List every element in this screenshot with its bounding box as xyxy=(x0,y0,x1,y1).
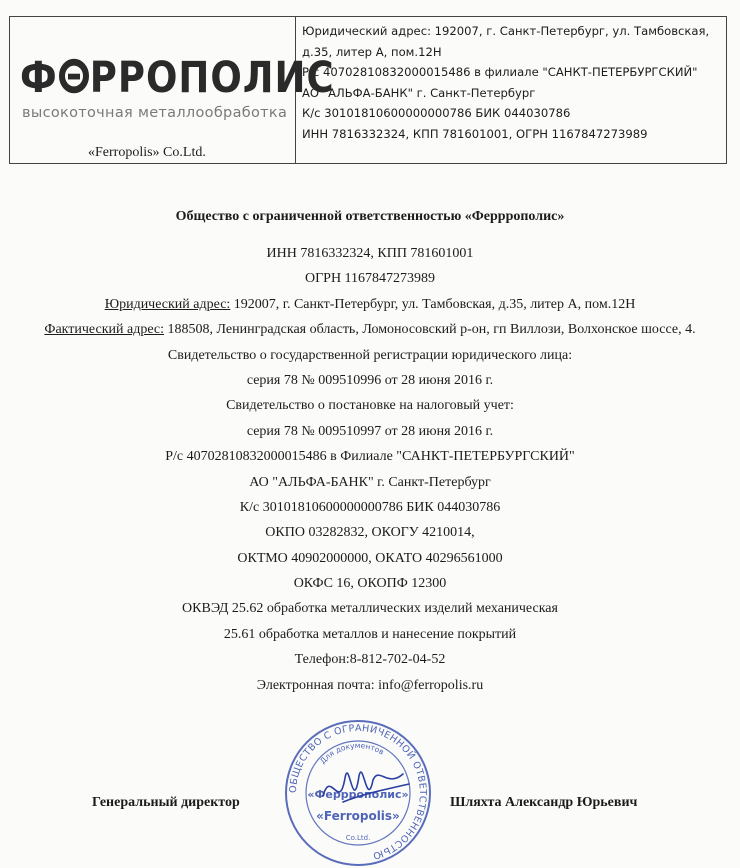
okpo-okogu: ОКПО 03282832, ОКОГУ 4210014, xyxy=(265,525,475,541)
seal-bottom-text: Co.Ltd. xyxy=(345,834,371,842)
seal-name-ru: «Ферррополис» xyxy=(307,788,409,801)
actual-address-label: Фактический адрес: xyxy=(44,322,164,338)
legal-address xyxy=(0,292,740,317)
settlement-account: Р/с 40702810832000015486 в Филиале "САНКТ-ПЕТЕРБУРГСКИЙ" xyxy=(165,449,575,465)
bank-line: К/с 30101810600000000786 БИК 044030786 xyxy=(302,106,571,121)
registration-certificate-series: серия 78 № 009510996 от 28 июня 2016 г. xyxy=(246,372,494,388)
letterhead xyxy=(9,16,727,164)
bank-line: Юридический адрес: 192007, г. Санкт-Петербург, ул. Тамбовская, xyxy=(302,24,710,38)
legal-address-label: Юридический адрес: xyxy=(104,296,231,312)
bank-line: ИНН 7816332324, КПП 781601001, ОГРН 1167847273989 xyxy=(302,126,648,141)
seal-name-en: «Ferropolis» xyxy=(316,809,400,823)
legal-address-value: 192007, г. Санкт-Петербург, ул. Тамбовская, д.35, литер А, пом.12Н xyxy=(230,296,636,312)
logo-ring-icon xyxy=(59,59,89,94)
logo-block xyxy=(10,17,335,163)
company-requisites xyxy=(0,203,740,698)
inn-kpp: ИНН 7816332324, КПП 781601001 xyxy=(266,246,474,261)
company-logo: Ф РРОПОЛИС xyxy=(20,53,335,103)
signatory-name: Шляхта Александр Юрьевич xyxy=(450,795,638,810)
bank-name: АО "АЛЬФА-БАНК" г. Санкт-Петербург xyxy=(249,474,491,490)
company-name-en: «Ferropolis» Co.Ltd. xyxy=(88,145,206,160)
actual-address xyxy=(0,317,740,342)
bank-line: АО "АЛЬФА-БАНК" г. Санкт-Петербург xyxy=(302,85,536,100)
seal-inner-text: Для документов xyxy=(318,740,386,766)
company-seal xyxy=(283,718,433,868)
signatory-position: Генеральный директор xyxy=(92,795,240,810)
tax-certificate-series: серия 78 № 009510997 от 28 июня 2016 г. xyxy=(246,423,494,439)
email: Электронная почта: info@ferropolis.ru xyxy=(256,677,484,693)
phone: Телефон:8-812-702-04-52 xyxy=(294,652,446,668)
bank-line: д.35, литер А, пом.12Н xyxy=(302,44,442,59)
okfs-okopf: ОКФС 16, ОКОПФ 12300 xyxy=(293,576,447,592)
document-title: Общество с ограниченной ответственностью «Ферррополис» xyxy=(175,209,565,224)
ogrn: ОГРН 1167847273989 xyxy=(304,271,436,287)
actual-address-value: 188508, Ленинградская область, Ломоносовский р-он, гп Виллози, Волхонское шоссе, 4. xyxy=(164,322,696,338)
correspondent-account: К/с 30101810600000000786 БИК 044030786 xyxy=(239,499,501,515)
seal-outer-text: ОБЩЕСТВО С ОГРАНИЧЕННОЙ ОТВЕТСТВЕННОСТЬЮ xyxy=(287,722,429,862)
bank-details xyxy=(296,17,726,163)
bank-line: Р/с 40702810832000015486 в филиале "САНКТ-ПЕТЕРБУРГСКИЙ" xyxy=(302,65,698,80)
logo-tagline: высокоточная металлообработка xyxy=(22,105,288,121)
okved-secondary: 25.61 обработка металлов и нанесение покрытий xyxy=(223,626,517,642)
okved-primary: ОКВЭД 25.62 обработка металлических изделий механическая xyxy=(182,601,558,617)
tax-certificate: Свидетельство о постановке на налоговый учет: xyxy=(226,398,514,414)
oktmo-okato: ОКТМО 40902000000, ОКАТО 40296561000 xyxy=(237,550,503,566)
registration-certificate: Свидетельство о государственной регистрации юридического лица: xyxy=(167,347,573,363)
